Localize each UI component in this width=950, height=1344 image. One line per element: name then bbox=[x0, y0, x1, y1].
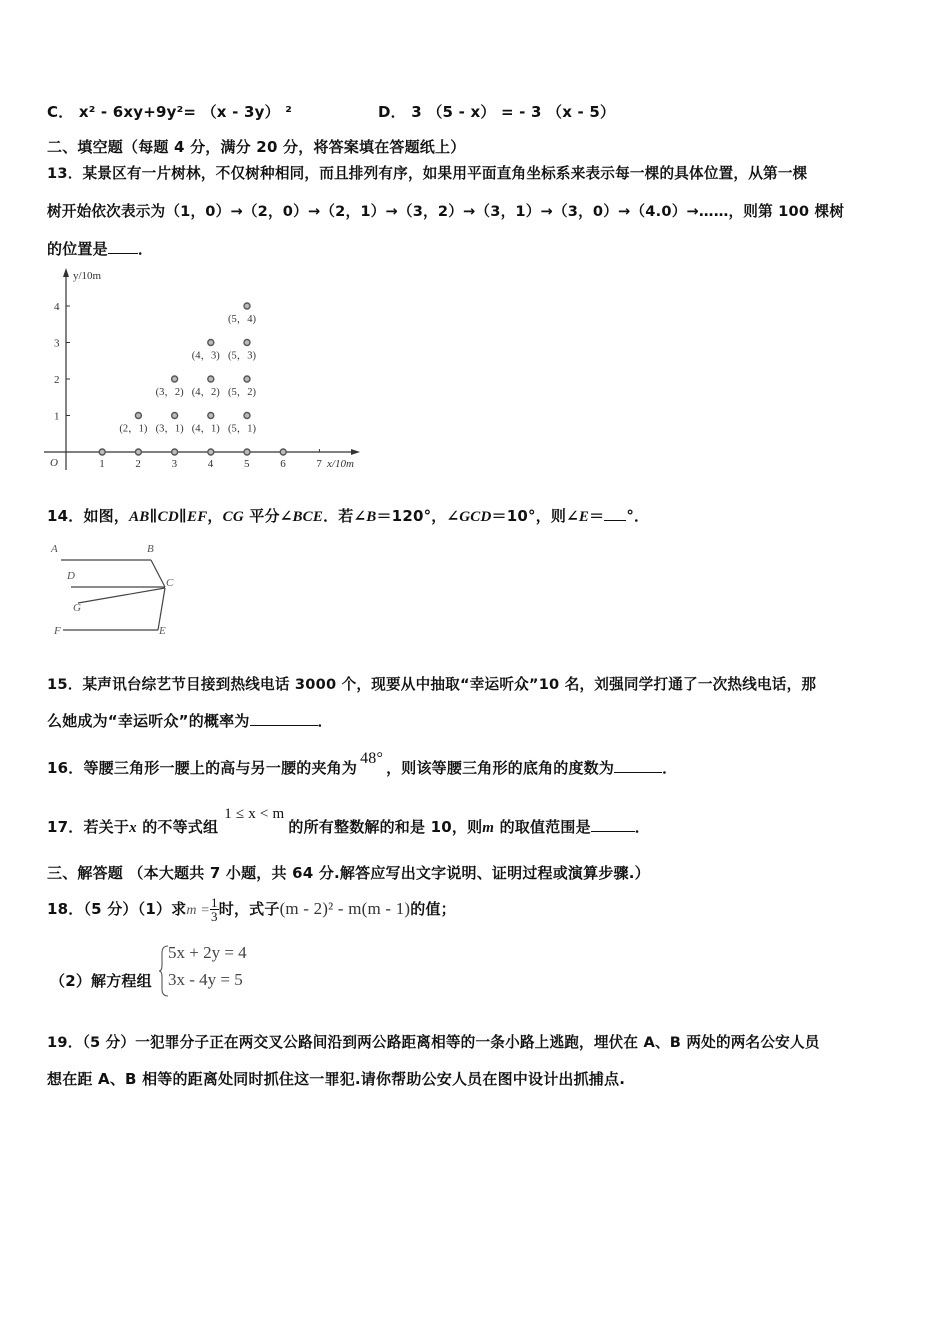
q14-num: 14．如图， bbox=[47, 507, 130, 525]
q18-m-eq: m = bbox=[186, 903, 211, 918]
q17-mid3: 的取值范围是 bbox=[494, 818, 591, 836]
q18-prefix: 18．（5 分）（1）求 bbox=[47, 900, 187, 918]
tree-point bbox=[208, 340, 214, 346]
line-bc bbox=[151, 560, 165, 587]
q14-parallel: AB∥CD∥EF bbox=[129, 509, 208, 525]
q18-frac-den: 3 bbox=[211, 909, 218, 924]
origin-label: O bbox=[50, 457, 58, 469]
q16-middle: ，则该等腰三角形的底角的度数为 bbox=[386, 759, 615, 777]
q17-answer-blank[interactable] bbox=[591, 817, 635, 832]
tree-point bbox=[208, 376, 214, 382]
q13-line-2: 树开始依次表示为（1，0）→（2，0）→（2，1）→（3，2）→（3，1）→（3，0）→（4.0）→……，则第 100 棵树 bbox=[47, 203, 845, 220]
tree-point bbox=[99, 449, 105, 455]
tree-point bbox=[172, 449, 178, 455]
point-label: (4，1) bbox=[191, 423, 220, 435]
label-b: B bbox=[147, 543, 154, 555]
point-label: (4，2) bbox=[191, 387, 220, 398]
q13-prefix: 的位置是 bbox=[47, 240, 108, 258]
q14-angle-gcd: ∠GCD bbox=[446, 509, 492, 525]
q14-cg: CG bbox=[222, 509, 244, 525]
tree-point bbox=[208, 449, 214, 455]
tree-point bbox=[244, 376, 250, 382]
option-c-label: C． bbox=[47, 103, 74, 121]
tree-coordinate-chart bbox=[40, 265, 370, 475]
q18-part-2-label: （2）解方程组 bbox=[50, 972, 152, 990]
q18-frac-num: 1 bbox=[211, 895, 218, 910]
tree-point bbox=[244, 413, 250, 419]
point-label: (5，1) bbox=[228, 423, 256, 435]
q15-prefix: 么她成为“幸运听众”的概率为 bbox=[47, 712, 250, 730]
x-tick-label: 1 bbox=[99, 458, 105, 470]
section-3-title: 三、解答题 （本大题共 7 小题，共 64 分.解答应写出文字说明、证明过程或演算步骤.） bbox=[47, 864, 650, 882]
q17-prefix: 17．若关于 bbox=[47, 818, 130, 836]
q16-answer-blank[interactable] bbox=[614, 758, 662, 773]
q14-sep: ， bbox=[207, 507, 223, 525]
point-label: (5，4) bbox=[228, 314, 256, 325]
y-axis-arrow-icon bbox=[63, 268, 69, 277]
q17-inequality: 1 ≤ x < m bbox=[224, 806, 285, 822]
line-gc bbox=[78, 588, 165, 603]
y-tick-label: 3 bbox=[54, 337, 60, 350]
tree-point bbox=[244, 449, 250, 455]
q14-angle-b: ∠B bbox=[353, 509, 377, 525]
q14-angle-e: ∠E bbox=[566, 509, 590, 525]
q16-question bbox=[47, 750, 678, 778]
option-c bbox=[47, 101, 292, 122]
label-d: D bbox=[67, 570, 75, 582]
q17-var-x: x bbox=[129, 820, 137, 836]
q17-var-m: m bbox=[482, 820, 495, 836]
q15-line-1: 15．某声讯台综艺节目接到热线电话 3000 个，现要从中抽取“幸运听众”10 名，刘强同学打通了一次热线电话，那 bbox=[47, 676, 817, 693]
x-tick-label: 5 bbox=[244, 458, 250, 470]
q14-angle-bce: ∠BCE bbox=[279, 509, 324, 525]
chart-plot-area bbox=[54, 301, 322, 470]
q15-line-2 bbox=[47, 710, 333, 731]
q18-eq2: 3x - 4y = 5 bbox=[168, 970, 243, 989]
q17-suffix: ． bbox=[634, 818, 650, 836]
q14-val-b: ＝120°， bbox=[376, 507, 447, 525]
q18-fraction bbox=[210, 896, 219, 923]
q14-end: °． bbox=[626, 507, 650, 525]
q14-val-gcd: ＝10°，则 bbox=[491, 507, 567, 525]
q14-eq: ＝ bbox=[589, 507, 605, 525]
q13-line-1: 13．某景区有一片树林，不仅树种相同，而且排列有序，如果用平面直角坐标系来表示每一棵的具体位置，从第一棵 bbox=[47, 165, 808, 182]
q18-mid: 时，式子 bbox=[218, 900, 280, 918]
q15-suffix: ． bbox=[317, 712, 333, 730]
parallel-lines-figure bbox=[40, 535, 200, 640]
x-tick-label: 4 bbox=[207, 458, 214, 470]
option-c-expr: x² - 6xy+9y²= （x - 3y） ² bbox=[78, 103, 292, 121]
q17-question bbox=[47, 806, 650, 837]
q18-part-1 bbox=[47, 896, 456, 923]
tree-point bbox=[172, 376, 178, 382]
option-d-label: D． bbox=[378, 103, 406, 121]
point-label: (5，3) bbox=[228, 350, 256, 362]
point-label: (3，2) bbox=[155, 387, 184, 398]
x-axis-label: x/10m bbox=[327, 458, 354, 470]
point-label: (3，1) bbox=[155, 423, 184, 435]
option-d bbox=[378, 101, 615, 122]
q15-answer-blank[interactable] bbox=[250, 711, 318, 726]
y-tick-label: 4 bbox=[54, 301, 60, 313]
q14-answer-blank[interactable] bbox=[604, 506, 626, 521]
label-c: C bbox=[166, 577, 174, 589]
tree-point bbox=[135, 449, 141, 455]
point-label: (4，3) bbox=[191, 350, 220, 362]
tree-point bbox=[244, 340, 250, 346]
q18-expr: (m - 2)² - m(m - 1) bbox=[279, 899, 411, 918]
label-e: E bbox=[159, 625, 166, 637]
x-tick-label: 2 bbox=[135, 458, 141, 470]
q18-suffix: 的值； bbox=[410, 900, 456, 918]
label-a: A bbox=[51, 543, 58, 555]
tree-point bbox=[208, 413, 214, 419]
x-tick-label: 6 bbox=[280, 458, 286, 470]
y-axis-label: y/10m bbox=[73, 270, 102, 282]
label-f: F bbox=[54, 625, 61, 637]
x-tick-label: 7 bbox=[316, 458, 322, 470]
x-axis-arrow-icon bbox=[351, 449, 360, 455]
section-2-title: 二、填空题（每题 4 分，满分 20 分，将答案填在答题纸上） bbox=[47, 138, 466, 156]
q14-bisect: 平分 bbox=[243, 507, 280, 525]
point-label: (2，1) bbox=[119, 423, 148, 435]
tree-point bbox=[172, 413, 178, 419]
q13-answer-blank[interactable] bbox=[108, 239, 138, 254]
q19-line-1: 19．（5 分）一犯罪分子正在两交叉公路间沿到两公路距离相等的一条小路上逃跑，埋伏在 A、B 两处的两名公安人员 bbox=[47, 1034, 820, 1051]
label-g: G bbox=[73, 602, 81, 614]
y-tick-label: 2 bbox=[54, 374, 60, 386]
q16-suffix: ． bbox=[662, 759, 678, 777]
tree-point bbox=[135, 413, 141, 419]
q17-mid1: 的不等式组 bbox=[136, 818, 219, 836]
q19-line-2: 想在距 A、B 相等的距离处同时抓住这一罪犯.请你帮助公安人员在图中设计出抓捕点. bbox=[47, 1070, 626, 1088]
q14-cond: ．若 bbox=[323, 507, 354, 525]
q13-suffix: ． bbox=[137, 240, 154, 258]
q18-eq1: 5x + 2y = 4 bbox=[168, 943, 247, 962]
tree-point bbox=[280, 449, 286, 455]
point-label: (5，2) bbox=[228, 387, 256, 398]
q13-line-3 bbox=[47, 238, 153, 259]
line-ce bbox=[158, 588, 165, 630]
option-d-expr: 3 （5 - x） = - 3 （x - 5） bbox=[411, 103, 616, 121]
q16-angle: 48° bbox=[360, 750, 384, 767]
y-tick-label: 1 bbox=[54, 410, 60, 423]
x-tick-label: 3 bbox=[171, 458, 178, 470]
q16-prefix: 16．等腰三角形一腰上的高与另一腰的夹角为 bbox=[47, 759, 358, 777]
q14-question bbox=[47, 505, 649, 526]
q17-mid2: 的所有整数解的和是 10，则 bbox=[288, 818, 483, 836]
tree-point bbox=[244, 303, 250, 309]
